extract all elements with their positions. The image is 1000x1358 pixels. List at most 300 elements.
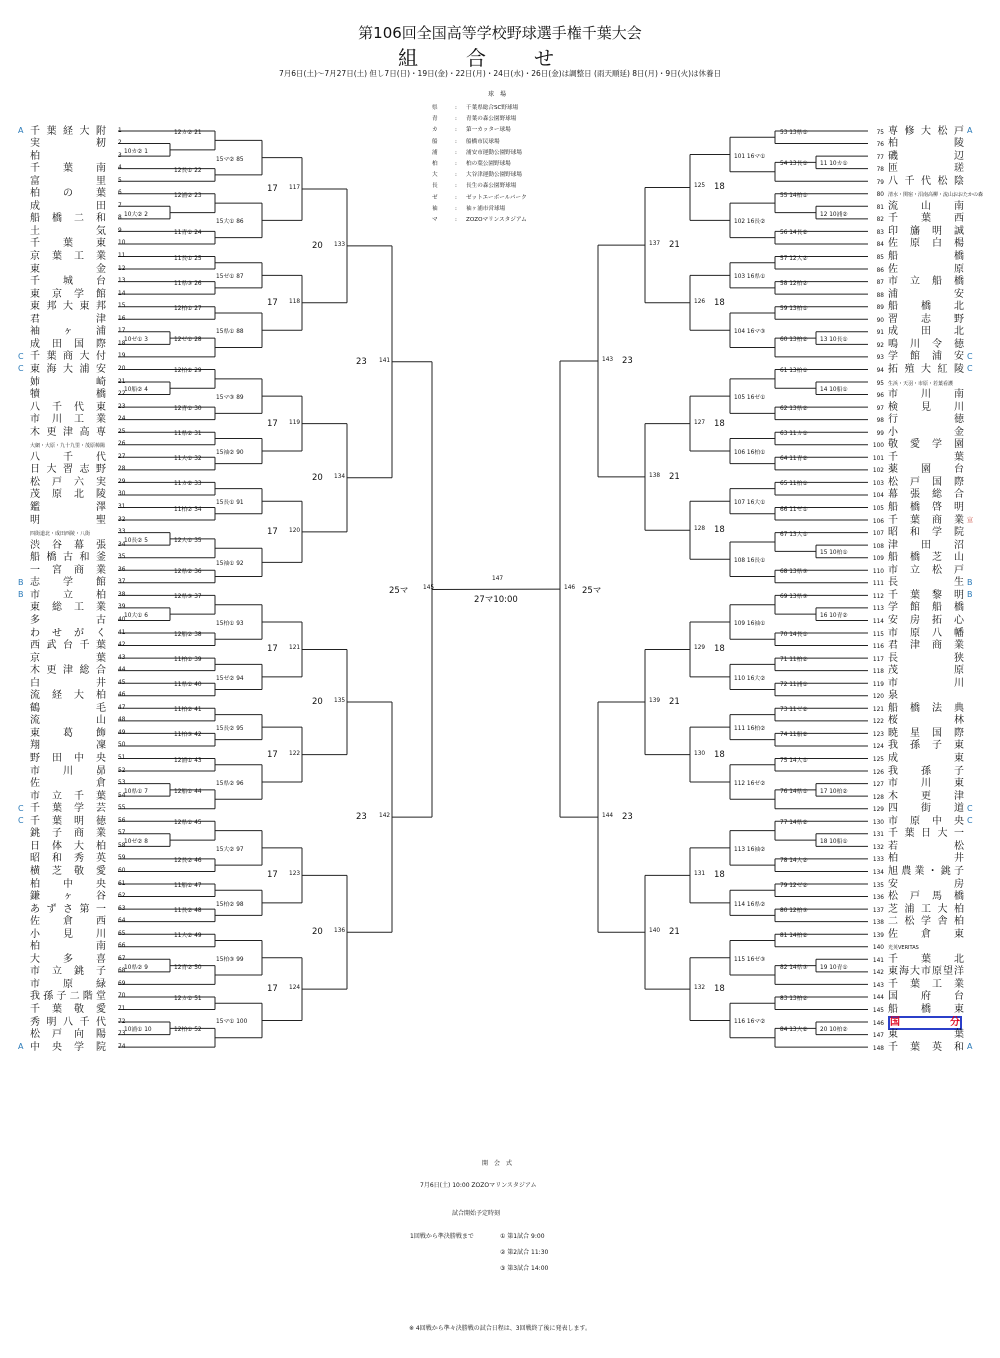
team-entry [868, 451, 983, 464]
seed-mark: C [18, 803, 24, 813]
seed-mark: C [967, 803, 973, 813]
team-name: 習志野 [888, 313, 964, 325]
team-name: 千葉英和 [888, 1041, 964, 1053]
venue-code: 浦 [432, 149, 438, 156]
fourth-round-label: 18 [714, 984, 725, 995]
team-number: 80 [876, 192, 884, 199]
team-name: 松戸国際 [888, 476, 964, 488]
team-name: 明聖 [30, 514, 106, 526]
team-number: 56 [118, 817, 126, 824]
team-name: あずさ第一 [30, 903, 106, 915]
team-number: 121 [872, 706, 884, 713]
team-entry [868, 940, 983, 953]
team-entry [868, 225, 983, 238]
start-time-row [500, 1263, 548, 1272]
second-round-game: 12青② 50 [174, 964, 202, 971]
team-number: 12 [118, 265, 126, 272]
team-number: 146 [872, 1020, 884, 1027]
team-name: 千葉商業 [888, 514, 964, 526]
first-round-game: 19 10青① [820, 964, 848, 971]
time-label: 第2試合 [507, 1249, 532, 1256]
third-round-game: 107 16大① [734, 500, 766, 507]
time-value: 9:00 [531, 1233, 545, 1240]
team-name: 渋谷幕張 [30, 539, 106, 551]
first-round-game: 16 10青② [820, 613, 848, 620]
third-round-game: 15袖② 90 [216, 450, 244, 457]
third-round-game: 105 16ゼ① [734, 395, 766, 402]
team-entry [868, 426, 983, 439]
seed-mark: A [18, 126, 24, 135]
team-number: 9 [118, 227, 122, 234]
team-entry [868, 965, 983, 978]
team-name: 成田北 [888, 326, 964, 338]
team-entry [868, 714, 983, 727]
team-entry [30, 338, 130, 351]
team-name: 千葉明徳 [30, 815, 106, 827]
team-entry [30, 162, 130, 175]
team-name: 木更津高専 [30, 426, 106, 438]
team-number: 69 [118, 980, 126, 987]
team-number: 130 [872, 819, 884, 826]
fourth-round-label: 18 [714, 644, 725, 655]
third-round-game: 112 16ゼ② [734, 781, 766, 788]
team-number: 46 [118, 692, 126, 699]
team-number: 19 [118, 353, 126, 360]
second-round-game: 12大① 35 [174, 537, 202, 544]
team-entry [868, 777, 983, 790]
team-name: 茂原北陵 [30, 489, 106, 501]
second-round-game: 12船① 44 [174, 788, 202, 795]
times-heading: 試合開始予定時刻 [452, 1210, 501, 1217]
team-name: 印旛明誠 [888, 225, 964, 237]
team-entry [30, 1016, 130, 1029]
team-entry [30, 225, 130, 238]
team-name: 木更津 [888, 790, 964, 802]
first-round-game: 20 10柏② [820, 1027, 848, 1034]
team-name: 検見川 [888, 401, 964, 413]
fourth-round-label: 18 [714, 749, 725, 760]
second-round-game: 65 11柏① [780, 481, 808, 488]
team-name: 千葉学芸 [30, 803, 106, 815]
team-number: 145 [872, 1008, 884, 1014]
team-name: 流山南 [888, 200, 964, 212]
time-label: 第3試合 [507, 1265, 532, 1272]
first-round-game: 10長② 5 [124, 537, 148, 544]
team-entry [868, 890, 983, 903]
third-round-game: 15ゼ① 87 [216, 274, 244, 281]
team-number: 123 [872, 731, 884, 738]
venue-name: 長生の森公園野球場 [466, 183, 517, 190]
team-entry [30, 815, 130, 828]
venue-code: 長 [432, 183, 438, 190]
team-number: 125 [872, 757, 884, 763]
first-round-game: 14 10船① [820, 387, 848, 394]
quarterfinal-label: 20 [312, 472, 323, 483]
team-entry [30, 714, 130, 727]
team-name: 千葉西 [888, 213, 964, 225]
third-round-game: 15マ① 100 [216, 1019, 248, 1026]
team-name: 千葉工業 [888, 978, 964, 990]
second-round-game: 84 13大② [780, 1027, 808, 1034]
team-number: 135 [872, 882, 884, 889]
team-entry [30, 790, 130, 803]
team-name: 大多喜 [30, 953, 106, 965]
team-entry [868, 551, 983, 564]
fourth-round-game: 122 [289, 750, 301, 757]
team-number: 100 [872, 443, 884, 450]
team-number: 76 [876, 142, 884, 149]
team-number: 10 [118, 240, 126, 247]
team-number: 107 [872, 531, 884, 538]
second-round-game: 12長① 22 [174, 167, 202, 174]
first-round-game: 15 10柏① [820, 550, 848, 557]
third-round-game: 108 16長① [734, 558, 766, 565]
team-name: 翔凜 [30, 740, 106, 752]
first-round-game: 10県② 9 [124, 964, 148, 971]
team-entry [868, 765, 983, 778]
third-round-game: 102 16長② [734, 219, 766, 226]
team-number: 48 [118, 717, 126, 724]
team-entry [30, 1003, 130, 1016]
team-number: 114 [872, 618, 884, 625]
team-number: 51 [118, 755, 126, 761]
first-round-game: 11 10カ① [820, 161, 848, 168]
third-round-game: 113 16袖② [734, 846, 766, 853]
quarterfinal-game: 135 [334, 698, 346, 705]
second-round-game: 12浦① 43 [174, 757, 202, 764]
team-name: 日大習志野 [30, 464, 106, 476]
first-round-game: 18 10船① [820, 839, 848, 846]
second-round-game: 12県① 45 [174, 820, 202, 827]
team-name: 柏南 [30, 941, 106, 953]
team-entry [868, 790, 983, 803]
team-number: 29 [118, 478, 126, 485]
fourth-round-game: 130 [694, 750, 706, 757]
team-entry [868, 388, 983, 401]
second-round-game: 64 11青② [780, 456, 808, 463]
opening-line: 7月6日(土) 10:00 ZOZOマリンスタジアム [420, 1182, 537, 1189]
second-round-game: 11カ② 33 [174, 481, 202, 488]
team-number: 34 [118, 541, 126, 548]
team-number: 70 [118, 993, 126, 1000]
team-name: わせがく [30, 627, 106, 639]
second-round-game: 12長② 46 [174, 857, 202, 864]
team-entry [868, 501, 983, 514]
team-entry [868, 363, 983, 376]
team-number: 42 [118, 642, 126, 649]
quarterfinal-label: 20 [312, 697, 323, 708]
team-entry [868, 1003, 983, 1016]
third-round-game: 15マ② 85 [216, 156, 244, 163]
third-round-game: 114 16県② [734, 901, 766, 908]
quarterfinal-label: 21 [669, 927, 680, 938]
team-entry [30, 200, 130, 213]
team-number: 120 [872, 694, 884, 701]
second-round-game: 11大① 32 [174, 456, 202, 463]
second-round-game: 11長② 48 [174, 908, 202, 915]
team-name: 小金 [888, 426, 964, 438]
second-round-game: 58 12柏② [780, 280, 808, 287]
fourth-round-label: 17 [267, 526, 278, 537]
second-round-game: 77 14県② [780, 820, 808, 827]
team-number: 67 [118, 955, 126, 962]
team-name: 暁星国際 [888, 727, 964, 739]
team-number: 74 [118, 1043, 126, 1050]
team-number: 144 [872, 995, 884, 1002]
team-entry [868, 739, 983, 752]
championship-game: 147 [492, 576, 504, 583]
team-name: 市川南 [888, 389, 964, 401]
start-time-row [500, 1247, 548, 1256]
team-name: 浦安 [888, 288, 964, 300]
venue-code: マ [432, 217, 438, 223]
fourth-round-label: 18 [714, 525, 725, 536]
team-number: 71 [118, 1006, 126, 1012]
team-entry [30, 175, 130, 188]
venue-code: ゼ [432, 194, 438, 201]
semifinal-label: 23 [356, 812, 367, 823]
team-entry [30, 488, 130, 501]
second-round-game: 12柏① 27 [174, 305, 202, 312]
team-name: 光英VERITAS [888, 945, 919, 952]
team-entry [30, 125, 130, 138]
third-round-game: 15長② 95 [216, 726, 244, 733]
venue-heading: 球場 [487, 91, 512, 98]
team-number: 116 [872, 644, 884, 651]
team-name: 船橋芝山 [888, 552, 964, 564]
team-name: 松戸馬橋 [888, 891, 964, 903]
team-name: 東葛飾 [30, 727, 106, 739]
third-round-game: 15柏③ 99 [216, 956, 244, 963]
team-number: 53 [118, 780, 126, 787]
fourth-round-game: 127 [694, 419, 706, 426]
team-entry [868, 175, 983, 188]
third-round-game: 106 16柏① [734, 450, 766, 457]
team-number: 90 [876, 317, 884, 324]
team-name: 昭和学院 [888, 527, 964, 539]
team-entry [30, 903, 130, 916]
team-entry [30, 739, 130, 752]
team-name: 船橋古和釜 [30, 552, 106, 564]
team-number: 129 [872, 807, 884, 814]
team-entry [30, 476, 130, 489]
team-entry [30, 463, 130, 476]
team-name: 松戸六実 [30, 476, 106, 488]
second-round-game: 12カ② 21 [174, 130, 202, 136]
team-entry [868, 187, 983, 200]
team-entry [868, 376, 983, 389]
second-round-game: 79 12ゼ② [780, 883, 808, 889]
team-number: 82 [876, 217, 884, 224]
team-name: 市立松戸 [888, 564, 964, 576]
team-name: 学館船橋 [888, 602, 964, 614]
second-round-game: 11柏② 34 [174, 506, 202, 513]
fourth-round-game: 117 [289, 185, 301, 192]
quarterfinal-label: 20 [312, 240, 323, 251]
team-entry [868, 953, 983, 966]
second-round-game: 57 12大② [780, 255, 808, 262]
team-entry [868, 689, 983, 702]
start-time-row [500, 1231, 545, 1240]
team-name: 銚子商業 [30, 828, 106, 840]
second-round-game: 11長① 25 [174, 255, 202, 262]
team-entry [30, 601, 130, 614]
team-entry [868, 288, 983, 301]
team-entry [868, 990, 983, 1003]
team-number: 143 [872, 982, 884, 989]
team-name: 安房拓心 [888, 614, 964, 626]
second-round-game: 11青① 24 [174, 230, 202, 237]
team-number: 111 [872, 581, 884, 588]
venue-colon: : [455, 205, 457, 212]
venue-name: 第一カッター球場 [466, 127, 511, 134]
team-number: 89 [876, 305, 884, 312]
team-number: 109 [872, 556, 884, 563]
team-number: 87 [876, 280, 884, 287]
team-name: 市立千葉 [30, 790, 106, 802]
seed-mark: A [967, 126, 973, 135]
team-entry [30, 652, 130, 665]
team-name: 安房 [888, 878, 964, 890]
team-number: 66 [118, 943, 126, 950]
team-entry [30, 551, 130, 564]
team-number: 112 [872, 593, 884, 600]
venue-code: 船 [432, 138, 438, 145]
team-name: 行徳 [888, 414, 964, 426]
team-number: 117 [872, 656, 884, 663]
team-entry [30, 576, 130, 589]
team-entry [30, 953, 130, 966]
fourth-round-label: 17 [267, 644, 278, 655]
team-number: 127 [872, 782, 884, 789]
team-entry [868, 727, 983, 740]
team-entry [30, 212, 130, 225]
third-round-game: 15県① 88 [216, 329, 244, 336]
team-name: 袖ヶ浦 [30, 326, 106, 338]
team-name: 千葉商大付 [30, 351, 106, 363]
team-number: 61 [118, 880, 126, 887]
team-number: 138 [872, 920, 884, 927]
team-entry [868, 652, 983, 665]
time-label: 第1試合 [507, 1233, 532, 1240]
first-round-game: 10大② 2 [124, 211, 148, 218]
third-round-game: 104 16マ③ [734, 329, 766, 336]
team-number: 59 [118, 855, 126, 862]
seed-mark: A [967, 1042, 973, 1052]
team-number: 139 [872, 932, 884, 939]
fourth-round-game: 119 [289, 419, 301, 426]
team-entry [868, 915, 983, 928]
venue-name: 船橋市民球場 [466, 138, 500, 145]
second-round-game: 76 14県① [780, 788, 808, 795]
venue-colon: : [455, 149, 457, 156]
team-number: 60 [118, 867, 126, 874]
team-number: 73 [118, 1031, 126, 1038]
team-name: 船橋北 [888, 301, 964, 313]
opening-heading: 開会式 [481, 1160, 518, 1167]
team-name: 成田 [30, 200, 106, 212]
team-entry [868, 150, 983, 163]
team-entry [868, 350, 983, 363]
team-number: 20 [118, 365, 126, 372]
team-name: 市立銚子 [30, 966, 106, 978]
team-number: 93 [876, 355, 884, 362]
team-name: 市川東 [888, 778, 964, 790]
team-name: 市原中央 [888, 815, 964, 827]
team-name: 拓殖大紅陵 [888, 363, 964, 375]
team-name: 船橋東 [888, 1004, 964, 1015]
venue-name: 千葉県総合SC野球場 [466, 105, 519, 111]
team-name: 千葉敬愛 [30, 1004, 106, 1015]
team-name: 柏陵 [888, 138, 964, 150]
venue-name: 青葉の森公園野球場 [466, 116, 517, 123]
team-number: 36 [118, 566, 126, 573]
quarterfinal-game: 137 [649, 241, 661, 248]
team-entry [30, 965, 130, 978]
second-round-game: 11柏① 39 [174, 657, 202, 664]
first-round-game: 12 10浦② [820, 211, 848, 218]
team-name: 鳴川令徳 [888, 338, 964, 350]
team-entry [868, 614, 983, 627]
third-round-game: 15柏② 98 [216, 901, 244, 908]
team-entry [868, 827, 983, 840]
second-round-game: 11県② 31 [174, 431, 202, 438]
third-round-game: 109 16袖① [734, 621, 766, 628]
team-number: 105 [872, 506, 884, 512]
semifinal-label: 23 [622, 356, 633, 367]
team-name: 四街道 [888, 803, 964, 815]
team-entry [30, 501, 130, 514]
second-round-game: 80 12柏③ [780, 908, 808, 915]
second-round-game: 12船② 38 [174, 632, 202, 638]
team-number: 131 [872, 832, 884, 839]
second-round-game: 74 11船② [780, 732, 808, 739]
second-round-game: 12ゼ① 28 [174, 337, 202, 344]
team-name: 千城台 [30, 276, 106, 288]
team-number: 39 [118, 604, 126, 611]
team-number: 47 [118, 704, 126, 711]
team-number: 5 [118, 177, 122, 184]
second-round-game: 70 14長① [780, 632, 808, 638]
venue-colon: : [455, 217, 457, 223]
team-entry [30, 614, 130, 627]
second-round-game: 12柏① 52 [174, 1027, 202, 1034]
team-name: 磯辺 [888, 150, 964, 162]
time-mark: ③ [500, 1265, 508, 1272]
fourth-round-game: 132 [694, 985, 706, 992]
team-entry [868, 903, 983, 916]
fourth-round-game: 124 [289, 985, 301, 992]
team-name: 犢橋 [30, 389, 106, 401]
final-semi-game: 146 [564, 585, 576, 592]
second-round-game: 63 11カ① [780, 431, 808, 438]
fourth-round-game: 121 [289, 645, 301, 652]
team-entry [30, 639, 130, 652]
team-number: 11 [118, 253, 126, 259]
second-round-game: 11船① 47 [174, 883, 202, 889]
team-entry [868, 237, 983, 250]
team-name: 八千代 [30, 451, 106, 463]
team-name: 君津商業 [888, 640, 964, 652]
second-round-game: 12県③ 37 [174, 594, 202, 601]
team-entry [868, 250, 983, 263]
team-number: 8 [118, 215, 122, 222]
second-round-game: 61 13柏① [780, 368, 808, 375]
fourth-round-label: 17 [267, 749, 278, 760]
team-number: 35 [118, 554, 126, 561]
team-entry [868, 137, 983, 150]
second-round-game: 81 14柏② [780, 933, 808, 940]
